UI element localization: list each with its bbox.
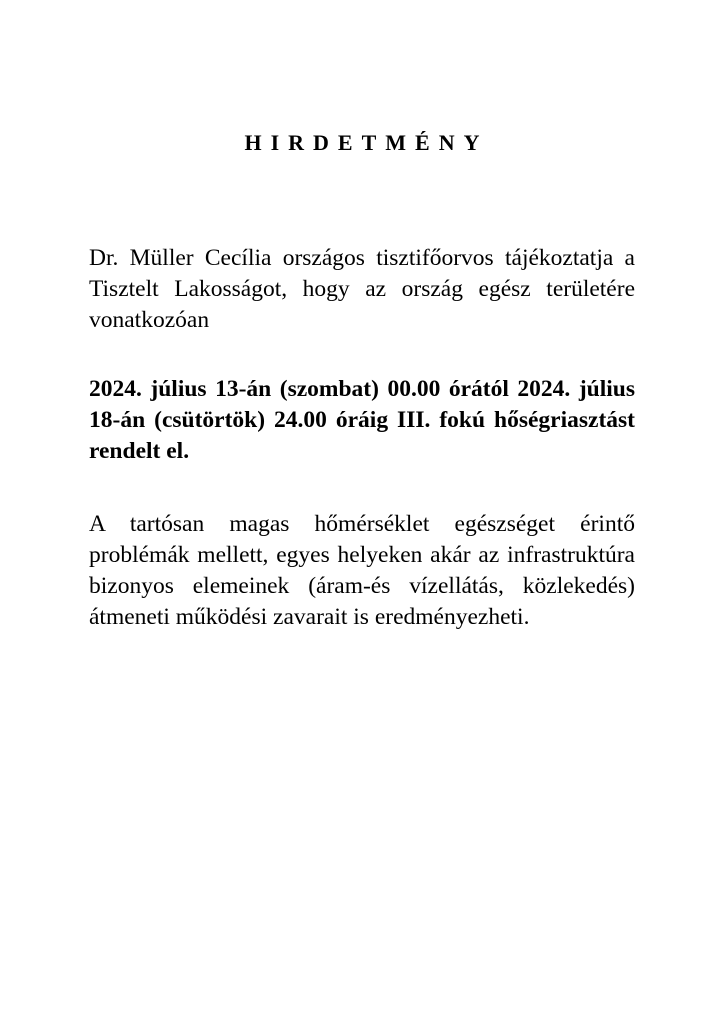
intro-paragraph: Dr. Müller Cecília országos tisztifőorvos tájékoztatja a Tisztelt Lakosságot, hogy az ország egész területére vonatkozóan bbox=[89, 245, 635, 333]
alert-period-paragraph: 2024. július 13-án (szombat) 00.00 órától 2024. július 18-án (csütörtök) 24.00 óráig III. fokú hőségriasztást rendelt el. bbox=[89, 376, 635, 464]
document-title: HIRDETMÉNY bbox=[244, 130, 489, 155]
impact-paragraph: A tartósan magas hőmérséklet egészséget érintő problémák mellett, egyes helyeken akár az infrastruktúra bizonyos elemeinek (áram-és vízellátás, közlekedés) átmeneti működési zavarait is eredményezheti. bbox=[89, 511, 635, 630]
